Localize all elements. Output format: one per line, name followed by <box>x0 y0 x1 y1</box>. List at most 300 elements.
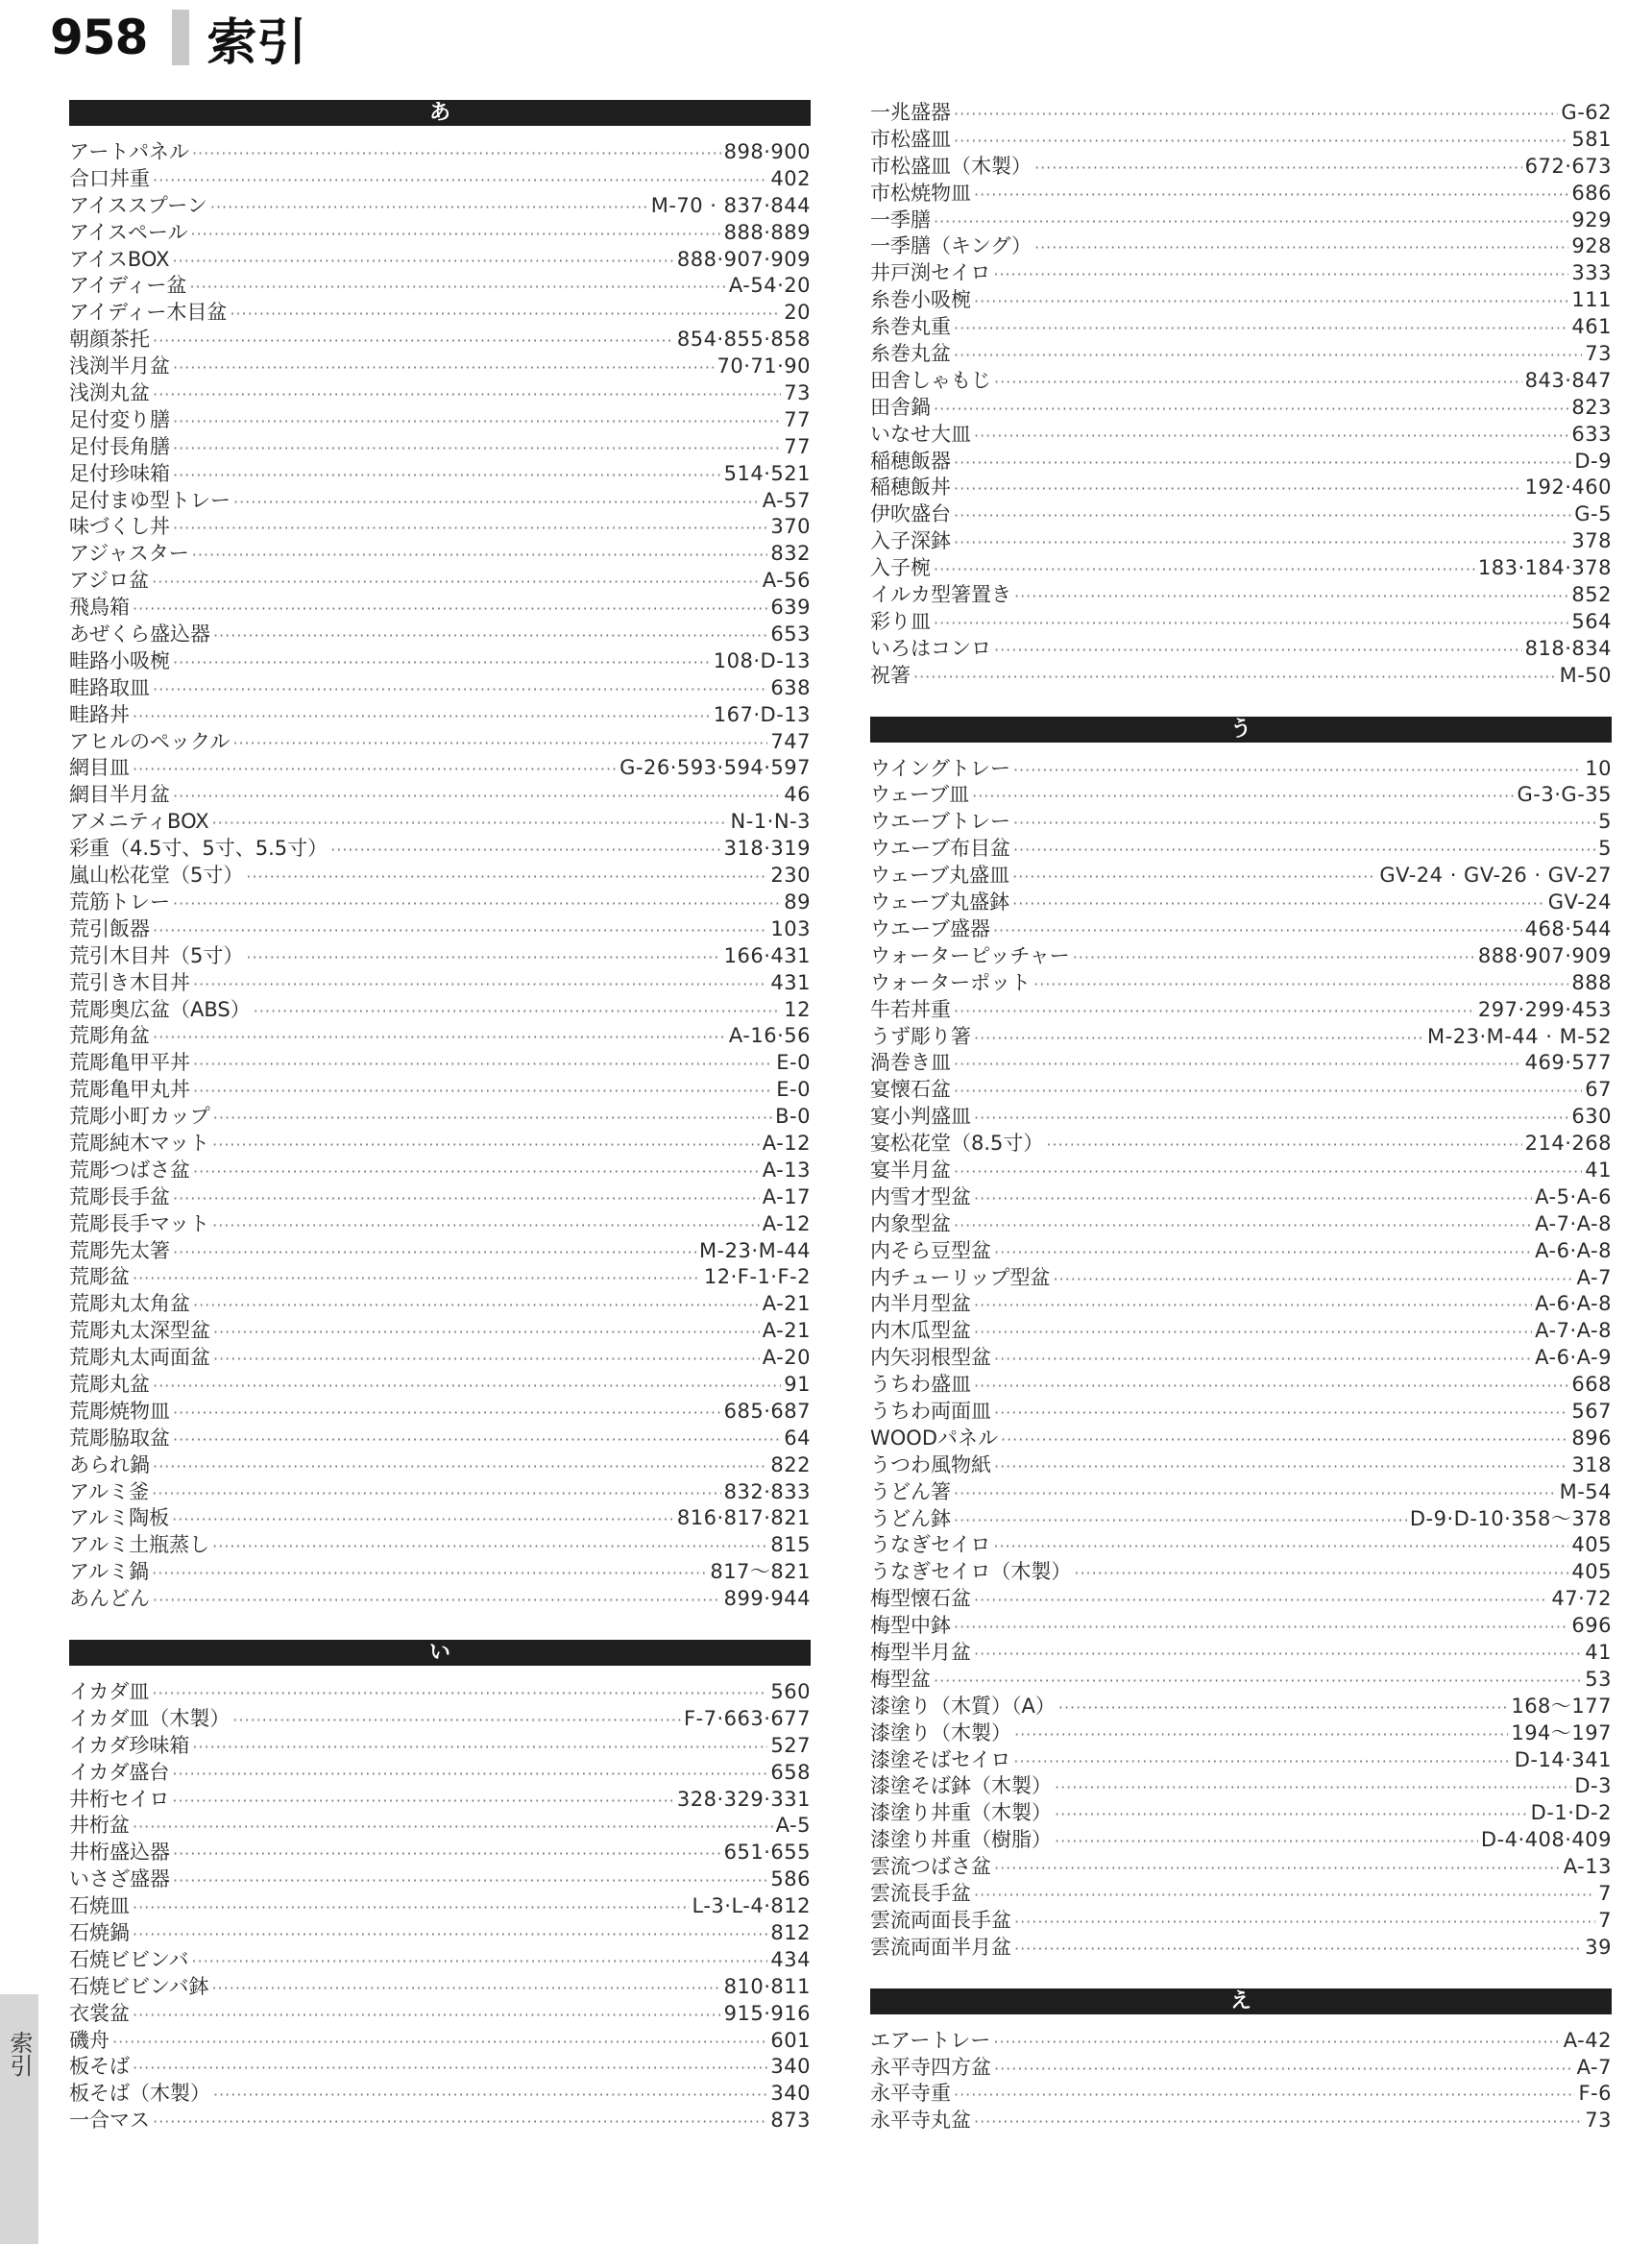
entry-name: 梅型懐石盆 <box>870 1587 971 1611</box>
entry-page-ref: 843·847 <box>1524 368 1612 392</box>
dot-leader <box>153 676 767 702</box>
entry-page-ref: G-3·G-35 <box>1517 783 1612 807</box>
entry-name: 荒彫丸太角盆 <box>69 1292 190 1316</box>
entry-page-ref: M-50 <box>1559 663 1612 687</box>
dot-leader <box>1013 837 1595 863</box>
entry-name: うつわ風物紙 <box>870 1452 991 1476</box>
entry-name: アルミ鍋 <box>69 1560 150 1584</box>
index-entry <box>69 1813 811 1840</box>
index-entry <box>69 1586 811 1613</box>
dot-leader <box>954 450 1571 476</box>
entry-name: 荒彫脇取盆 <box>69 1426 170 1450</box>
entry-page-ref: 194～197 <box>1511 1720 1612 1744</box>
entry-name: 浅渕半月盆 <box>69 354 170 378</box>
dot-leader <box>994 1855 1561 1881</box>
dot-leader <box>213 2082 767 2108</box>
entry-name: 荒引飯器 <box>69 916 150 940</box>
entry-page-ref: 560 <box>770 1679 811 1703</box>
entry-page-ref: 378 <box>1571 529 1612 553</box>
entry-name: アメニティBOX <box>69 810 209 834</box>
dot-leader <box>934 556 1475 582</box>
entry-name: 荒彫長手マット <box>69 1211 210 1235</box>
index-entry <box>69 890 811 916</box>
dot-leader <box>133 1894 690 1920</box>
dot-leader <box>173 1427 781 1452</box>
dot-leader <box>974 182 1568 207</box>
entry-page-ref: 318·319 <box>723 837 811 861</box>
entry-name: いさざ盛器 <box>69 1867 170 1891</box>
index-entry <box>870 1559 1612 1586</box>
dot-leader <box>213 622 767 648</box>
index-entry <box>69 1264 811 1291</box>
dot-leader <box>133 703 711 729</box>
dot-leader <box>1013 810 1595 836</box>
dot-leader <box>133 1265 701 1291</box>
entry-name: ウェーブ丸盛鉢 <box>870 890 1010 915</box>
entry-page-ref: 873 <box>770 2109 811 2133</box>
entry-page-ref: 581 <box>1571 127 1612 151</box>
index-entry <box>870 207 1612 234</box>
dot-leader <box>994 1453 1568 1479</box>
dot-leader <box>974 1105 1568 1131</box>
entry-page-ref: A-12 <box>762 1211 811 1235</box>
entry-name: 井戸渕セイロ <box>870 261 991 285</box>
index-entry <box>69 863 811 890</box>
entry-page-ref: A-6·A-8 <box>1535 1238 1612 1262</box>
index-entry <box>69 675 811 702</box>
entry-page-ref: 668 <box>1571 1373 1612 1397</box>
index-entry <box>69 514 811 541</box>
index-entry <box>69 997 811 1024</box>
dot-leader <box>993 261 1568 287</box>
index-entry <box>870 890 1612 916</box>
index-entry <box>870 260 1612 287</box>
index-entry <box>69 434 811 461</box>
index-entry <box>870 609 1612 636</box>
entry-page-ref: GV-24 <box>1547 890 1612 915</box>
entry-name: 伊吹盛台 <box>870 502 951 526</box>
dot-leader <box>994 637 1522 663</box>
dot-leader <box>1012 890 1545 916</box>
dot-leader <box>934 1668 1582 1694</box>
dot-leader <box>212 1212 760 1238</box>
dot-leader <box>189 274 725 300</box>
dot-leader <box>153 1453 767 1479</box>
index-entry <box>870 555 1612 582</box>
dot-leader <box>993 1533 1568 1559</box>
index-entry <box>69 1238 811 1265</box>
entry-name: 彩重（4.5寸、5寸、5.5寸） <box>69 837 328 861</box>
entry-page-ref: 929 <box>1571 207 1612 232</box>
index-entry <box>870 809 1612 836</box>
entry-name: 荒彫先太箸 <box>69 1238 170 1262</box>
index-entry <box>870 368 1612 395</box>
index-entry <box>69 809 811 836</box>
index-entry <box>870 501 1612 528</box>
section-header-u: う <box>870 717 1612 743</box>
index-entry <box>69 702 811 729</box>
dot-leader <box>1014 1721 1508 1747</box>
entry-name: イカダ皿（木製） <box>69 1706 231 1730</box>
entry-name: うちわ両面皿 <box>870 1399 991 1423</box>
index-entry <box>870 1694 1612 1720</box>
index-entry <box>69 755 811 782</box>
index-entry <box>870 341 1612 368</box>
entry-name: あんどん <box>69 1587 150 1611</box>
entry-name: 石焼皿 <box>69 1894 130 1918</box>
entry-name: ウエーブ盛器 <box>870 916 990 940</box>
index-entry <box>69 1787 811 1814</box>
entry-name: アイスペール <box>69 220 188 244</box>
entry-name: いろはコンロ <box>870 636 991 660</box>
entry-page-ref: 915·916 <box>723 2001 811 2025</box>
dot-leader <box>1074 1560 1568 1586</box>
entry-page-ref: 899·944 <box>723 1587 811 1611</box>
entry-name: ウォーターピッチャー <box>870 943 1070 967</box>
entry-page-ref: 685·687 <box>723 1399 811 1423</box>
entry-page-ref: 340 <box>770 2082 811 2106</box>
index-entry <box>69 300 811 327</box>
entry-page-ref: 567 <box>1571 1399 1612 1423</box>
entry-page-ref: 461 <box>1571 315 1612 339</box>
entry-name: 糸巻小吸椀 <box>870 288 971 312</box>
index-entry <box>69 2028 811 2055</box>
entry-name: アルミ陶板 <box>69 1506 170 1530</box>
entry-name: 磯舟 <box>69 2028 109 2052</box>
entry-name: うず彫り箸 <box>870 1024 971 1048</box>
index-entry <box>69 1291 811 1318</box>
entry-name: 田舎しゃもじ <box>870 368 991 392</box>
entry-page-ref: GV-24 · GV-26 · GV-27 <box>1379 864 1612 888</box>
entry-name: 荒彫亀甲丸丼 <box>69 1078 190 1102</box>
entry-name: エアートレー <box>870 2028 991 2052</box>
entry-page-ref: 333 <box>1571 261 1612 285</box>
dot-leader <box>232 730 767 756</box>
side-index-tab <box>0 1994 38 2244</box>
dot-leader <box>1034 155 1522 181</box>
entry-name: 田舎鍋 <box>870 395 931 419</box>
entry-name: 朝顔茶托 <box>69 328 150 352</box>
dot-leader <box>212 1975 721 2001</box>
index-entry <box>870 2081 1612 2108</box>
dot-leader <box>173 408 781 434</box>
entry-name: アイディー木目盆 <box>69 301 228 325</box>
entry-name: 漆塗そば鉢（木製） <box>870 1774 1052 1798</box>
entry-name: 稲穂飯丼 <box>870 476 951 500</box>
entry-page-ref: 817～821 <box>710 1560 811 1584</box>
entry-page-ref: A-57 <box>762 488 811 512</box>
entry-page-ref: 108·D-13 <box>713 648 811 672</box>
index-entry <box>69 836 811 863</box>
index-entry <box>870 1827 1612 1854</box>
index-entry <box>870 449 1612 476</box>
index-entry <box>870 1640 1612 1667</box>
index-entry <box>69 943 811 970</box>
entry-page-ref: 888·889 <box>723 220 811 244</box>
index-entry <box>69 1158 811 1184</box>
dot-leader <box>254 998 782 1024</box>
index-entry <box>69 1532 811 1559</box>
index-entry <box>870 1747 1612 1774</box>
index-entry <box>69 1947 811 1974</box>
dot-leader <box>173 1867 767 1893</box>
index-entry <box>870 181 1612 207</box>
section-u <box>870 717 1612 1985</box>
page-number: 958 <box>50 10 148 65</box>
entry-name: 嵐山松花堂（5寸） <box>69 864 244 888</box>
dot-leader <box>1014 1936 1582 1962</box>
index-entry <box>69 2054 811 2081</box>
entry-page-ref: 167·D-13 <box>713 702 811 726</box>
entry-name: 足付長角膳 <box>69 434 170 458</box>
index-entry <box>870 1372 1612 1399</box>
index-column-left <box>69 96 811 2158</box>
entry-page-ref: A-54·20 <box>728 274 811 298</box>
entry-page-ref: 111 <box>1571 288 1612 312</box>
entry-page-ref: 230 <box>770 864 811 888</box>
index-entry <box>870 100 1612 127</box>
index-entry <box>69 2081 811 2108</box>
index-entry <box>870 916 1612 943</box>
entry-name: 入子椀 <box>870 556 931 580</box>
entry-name: 板そば <box>69 2055 130 2079</box>
entry-page-ref: 822 <box>770 1452 811 1476</box>
dot-leader <box>210 194 648 220</box>
index-entry <box>870 1800 1612 1827</box>
index-entry <box>870 1211 1612 1238</box>
entry-page-ref: 73 <box>1585 2109 1612 2133</box>
dot-leader <box>330 837 721 863</box>
entry-name: 渦巻き皿 <box>870 1051 951 1075</box>
entry-name: 荒彫丸太深型盆 <box>69 1319 210 1343</box>
index-entry <box>870 1854 1612 1881</box>
page-title: 索引 <box>206 13 307 72</box>
entry-name: 衣裳盆 <box>69 2001 130 2025</box>
entry-page-ref: 639 <box>770 596 811 620</box>
entry-page-ref: 297·299·453 <box>1477 997 1612 1021</box>
index-entry <box>870 1104 1612 1131</box>
index-entry <box>69 193 811 220</box>
dot-leader <box>954 529 1568 555</box>
entry-name: 漆塗り丼重（木製） <box>870 1801 1052 1825</box>
dot-leader <box>994 1239 1532 1265</box>
index-entry <box>69 1893 811 1920</box>
index-entry <box>69 2001 811 2028</box>
dot-leader <box>213 1319 760 1345</box>
index-entry <box>870 1131 1612 1158</box>
entry-page-ref: M-23·M-44 · M-52 <box>1427 1024 1612 1048</box>
dot-leader <box>190 221 720 247</box>
entry-page-ref: F-7·663·677 <box>683 1706 811 1730</box>
entry-page-ref: A-42 <box>1563 2028 1612 2052</box>
index-entry <box>870 997 1612 1024</box>
section-list-e <box>870 2014 1612 2159</box>
entry-name: 市松盛皿 <box>870 127 951 151</box>
entry-name: 足付珍味箱 <box>69 461 170 485</box>
entry-name: 一兆盛器 <box>870 101 951 124</box>
entry-name: 合口丼重 <box>69 166 150 190</box>
entry-page-ref: 696 <box>1571 1614 1612 1638</box>
dot-leader <box>213 1105 772 1131</box>
dot-leader <box>153 917 767 943</box>
entry-name: 永平寺丸盆 <box>870 2109 971 2133</box>
index-entry <box>870 1667 1612 1694</box>
index-entry <box>870 475 1612 501</box>
entry-name: 荒彫亀甲平丼 <box>69 1051 190 1075</box>
index-entry <box>870 1426 1612 1452</box>
entry-name: 雲流両面長手盆 <box>870 1908 1011 1932</box>
entry-name: 内そら豆型盆 <box>870 1238 991 1262</box>
index-entry <box>870 2028 1612 2055</box>
entry-page-ref: A-5·A-6 <box>1535 1184 1612 1208</box>
section-list-i-part1 <box>69 1666 811 2158</box>
dot-leader <box>993 917 1522 943</box>
index-entry <box>870 782 1612 809</box>
dot-leader <box>954 1480 1557 1506</box>
section-a <box>69 100 811 1636</box>
dot-leader <box>1012 864 1376 890</box>
entry-page-ref: 818·834 <box>1524 636 1612 660</box>
dot-leader <box>193 1292 760 1318</box>
entry-name: アヒルのペックル <box>69 729 231 753</box>
dot-leader <box>954 1507 1407 1533</box>
dot-leader <box>172 1761 767 1787</box>
entry-name: 雲流つばさ盆 <box>870 1855 991 1879</box>
entry-page-ref: 328·329·331 <box>676 1787 811 1811</box>
entry-page-ref: L-3·L-4·812 <box>692 1894 811 1918</box>
dot-leader <box>954 998 1475 1024</box>
entry-name: あぜくら盛込器 <box>69 622 210 646</box>
entry-page-ref: D-9 <box>1574 449 1612 473</box>
entry-page-ref: A-13 <box>1563 1855 1612 1879</box>
entry-name: 石焼ビビンバ鉢 <box>69 1974 209 1998</box>
index-entry <box>870 2055 1612 2082</box>
dot-leader <box>972 783 1514 809</box>
dot-leader <box>153 1587 721 1613</box>
entry-page-ref: 46 <box>784 783 811 807</box>
entry-name: あられ鍋 <box>69 1452 150 1476</box>
entry-name: 畦路小吸椀 <box>69 648 170 672</box>
entry-page-ref: D-1·D-2 <box>1530 1801 1612 1825</box>
dot-leader <box>934 208 1568 234</box>
dot-leader <box>152 569 760 595</box>
entry-name: 足付変り膳 <box>69 407 170 431</box>
entry-page-ref: 898·900 <box>723 140 811 163</box>
index-entry <box>870 1908 1612 1935</box>
entry-name: 井桁盆 <box>69 1814 130 1838</box>
entry-page-ref: 340 <box>770 2055 811 2079</box>
index-entry <box>870 1773 1612 1800</box>
entry-name: 市松盛皿（木製） <box>870 154 1032 178</box>
entry-name: 石焼鍋 <box>69 1921 130 1944</box>
dot-leader <box>954 1078 1582 1104</box>
header-divider-bar <box>172 10 189 65</box>
dot-leader <box>954 1159 1582 1184</box>
page-header <box>50 8 307 72</box>
entry-name: ウェーブ丸盛皿 <box>870 864 1010 888</box>
entry-name: 内チューリップ型盆 <box>870 1265 1051 1289</box>
entry-page-ref: A-13 <box>762 1158 811 1182</box>
index-entry <box>69 1184 811 1211</box>
entry-page-ref: 39 <box>1585 1935 1612 1959</box>
index-entry <box>69 1104 811 1131</box>
entry-page-ref: 318 <box>1571 1452 1612 1476</box>
entry-name: うちわ盛皿 <box>870 1373 971 1397</box>
entry-name: うどん箸 <box>870 1479 951 1503</box>
entry-name: 荒彫丸太両面盆 <box>69 1346 210 1370</box>
dot-leader <box>230 301 781 327</box>
entry-name: イカダ珍味箱 <box>69 1733 190 1757</box>
index-entry <box>870 1024 1612 1051</box>
index-entry <box>69 488 811 515</box>
index-entry <box>870 836 1612 863</box>
entry-page-ref: 832 <box>770 542 811 566</box>
entry-page-ref: A-7 <box>1576 2055 1612 2079</box>
entry-name: 一季膳 <box>870 207 931 232</box>
entry-name: いなせ大皿 <box>870 422 971 446</box>
entry-name: イルカ型箸置き <box>870 583 1011 607</box>
entry-page-ref: 686 <box>1571 181 1612 205</box>
index-entry <box>69 1426 811 1452</box>
dot-leader <box>173 1400 721 1426</box>
dot-leader <box>172 1788 674 1814</box>
entry-page-ref: A-21 <box>762 1292 811 1316</box>
dot-leader <box>133 2002 721 2028</box>
index-entry <box>69 970 811 997</box>
dot-leader <box>212 1132 760 1158</box>
dot-leader <box>153 381 781 407</box>
entry-page-ref: 67 <box>1585 1078 1612 1102</box>
entry-name: 荒彫純木マット <box>69 1131 210 1155</box>
entry-page-ref: 41 <box>1585 1158 1612 1182</box>
entry-page-ref: 41 <box>1585 1640 1612 1664</box>
index-entry <box>870 636 1612 663</box>
dot-leader <box>934 610 1568 636</box>
entry-name: 宴松花堂（8.5寸） <box>870 1132 1044 1156</box>
entry-page-ref: 468·544 <box>1524 916 1612 940</box>
entry-page-ref: 564 <box>1571 609 1612 633</box>
index-entry <box>69 1505 811 1532</box>
entry-name: 雲流両面半月盆 <box>870 1935 1011 1959</box>
dot-leader <box>974 1882 1595 1908</box>
entry-page-ref: 672·673 <box>1524 154 1612 178</box>
index-entry <box>69 1211 811 1238</box>
index-entry <box>870 1077 1612 1104</box>
dot-leader <box>954 1614 1568 1640</box>
entry-page-ref: D-4·408·409 <box>1480 1828 1612 1852</box>
entry-name: 荒彫つばさ盆 <box>69 1158 190 1182</box>
entry-name: ウォーターポット <box>870 970 1032 994</box>
entry-page-ref: 168～177 <box>1511 1694 1612 1718</box>
dot-leader <box>173 783 781 809</box>
entry-page-ref: M-54 <box>1559 1479 1612 1503</box>
entry-page-ref: 64 <box>784 1426 811 1450</box>
dot-leader <box>1054 1266 1574 1292</box>
dot-leader <box>1073 944 1475 970</box>
entry-page-ref: 91 <box>784 1372 811 1396</box>
entry-name: 浅渕丸盆 <box>69 381 150 405</box>
entry-page-ref: 12·F-1·F-2 <box>703 1265 811 1289</box>
entry-page-ref: E-0 <box>776 1051 811 1075</box>
index-entry <box>69 782 811 809</box>
entry-page-ref: 5 <box>1598 810 1612 834</box>
dot-leader <box>913 664 1557 690</box>
entry-page-ref: 12 <box>784 997 811 1021</box>
index-entry <box>69 729 811 756</box>
dot-leader <box>173 435 781 461</box>
entry-name: 市松焼物皿 <box>870 181 971 205</box>
entry-page-ref: A-56 <box>762 569 811 593</box>
